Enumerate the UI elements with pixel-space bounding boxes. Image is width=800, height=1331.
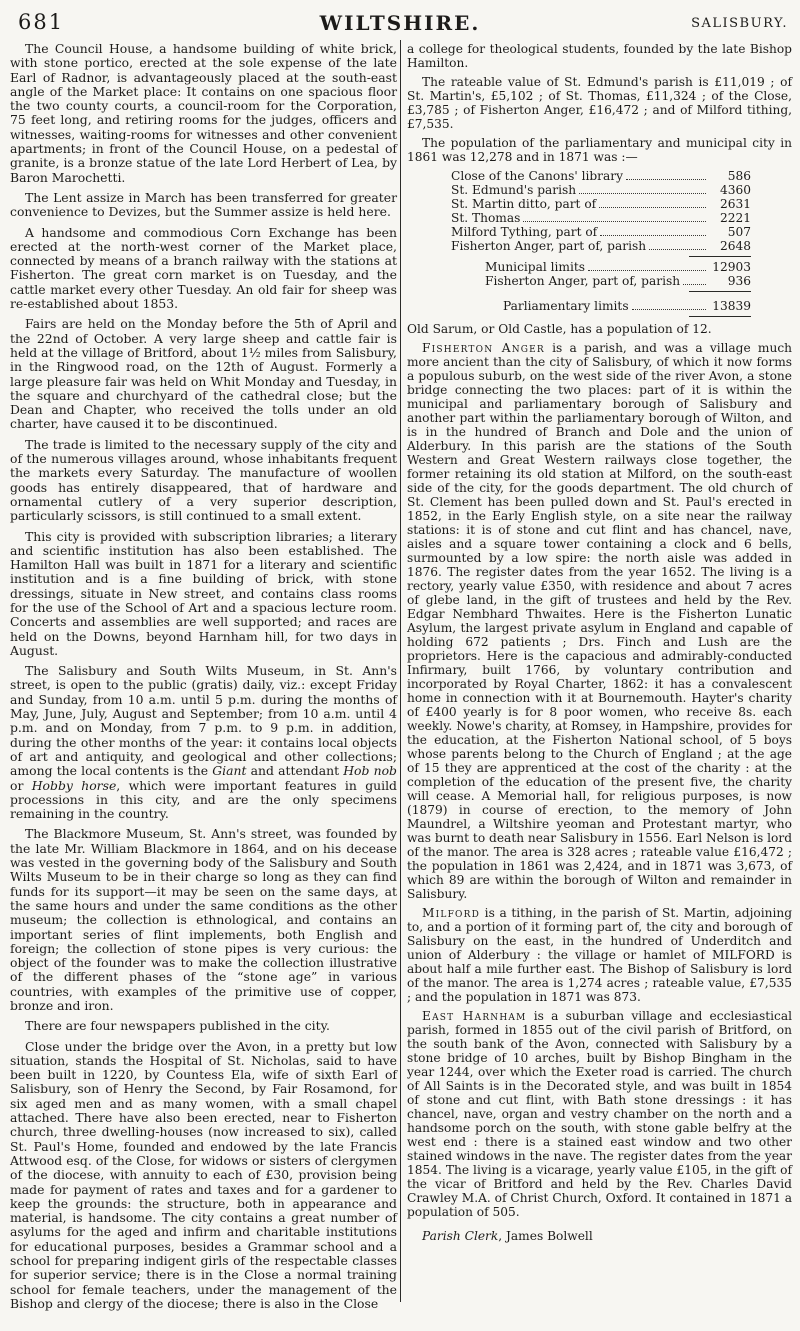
paragraph-newspapers: There are four newspapers published in the city. [25,1018,330,1034]
population-table [451,169,751,317]
section-lead: Milford [422,906,481,920]
dot-leader [523,221,706,222]
section-lead: East Harnham [422,1009,527,1023]
dot-leader [626,179,706,180]
section-body: is a suburban village and ecclesiastical parish, formed in 1855 out of the civil parish of Britford, on the south bank of the Avon, connected with Salisbury by a stone bridge of 10 arches, built by Bishop Bingham in the year 1244, over which the Exeter road is carried. The church of All Saints is in the Decorated style, and was built in 1854 of stone and cut flint, with Bath stone dressings : it has chancel, nave, organ and vestry chamber on the north and a handsome porch on the south, with stone gable belfry at the west end : there is a stained east window and two other stained windows in the nave. The register dates from the year 1854. The living is a vicarage, yearly value £105, in the gift of the vicar of Britford and held by the Rev. Charles David Crawley M.A. of Christ Church, Oxford. It contained in 1871 a population of 505. [407,1009,792,1219]
total-rule [689,256,751,257]
paragraph-blackmore-museum: The Blackmore Museum, St. Ann's street, was founded by the late Mr. William Blackmore in 1864, and on his decease was vested in the governing body of the Salisbury and South Wilts Museum to be in their charge so long as they can find funds for its support—it may be seen on the same days, at the same hours and under the same conditions as the other museum; the collection is ethnological, and contains an important series of flint implements, both English and foreign; the collection of stone pipes is very curious: the object of the founder was to make the collection illustrative of the different phases of the “stone age” in various countries, with examples of the primitive use of copper, bronze and iron. [10,826,397,1013]
section-body: is a tithing, in the parish of St. Martin, adjoining to, and a portion of it forming part of, the city and borough of Salisbury on the east, in the hundred of Underditch and union of Alderbury : the village or hamlet of MILFORD is about half a mile further east. The Bishop of Salisbury is lord of the manor. The area is 1,274 acres ; rateable value, £7,535 ; and the population in 1871 was 873. [407,906,792,1004]
paragraph-corn-exchange: A handsome and commodious Corn Exchange has been erected at the north-west corner of the Market place, connected by means of a branch railway with the stations at Fisherton. The great corn market is on Tuesday, and the cattle market every other Tuesday. An old fair for sheep was re-established about 1853. [10,224,397,312]
dot-leader [683,284,706,285]
total-rule [689,291,751,292]
paragraph-college: a college for theological students, founded by the late Bishop Hamilton. [407,42,792,70]
section-fisherton-anger [407,341,792,901]
table-row: Milford Tything, part of 507 [451,225,751,239]
paragraph-libraries: This city is provided with subscription libraries; a literary and scientific institution has also been established. The Hamilton Hall was built in 1871 for a literary and scientific institution and is a fine building of brick, with stone dressings, situate in New street, and contains class rooms for the use of the School of Art and a spacious lecture room. Concerts and assemblies are well supported; and races are held on the Downs, beyond Harnham hill, for two days in August. [10,528,397,658]
paragraph-trade: The trade is limited to the necessary supply of the city and of the numerous villages around, whose inhabitants frequent the markets every Saturday. The manufacture of woollen goods has entirely disappeared, that of hardware and ornamental cutlery of a very superior description, particularly scissors, is still continued to a small extent. [10,436,397,524]
right-column [407,42,792,1243]
left-column [10,42,397,1317]
paragraph-old-sarum: Old Sarum, or Old Castle, has a population of 12. [407,322,712,336]
parish-clerk-name: , James Bolwell [498,1229,593,1243]
section-milford [407,906,792,1004]
page-number: 681 [18,10,65,34]
paragraph-hospital: Close under the bridge over the Avon, in a pretty but low situation, stands the Hospital of St. Nicholas, said to have been built in 1220, by Countess Ela, wife of sixth Earl of Salisbury, son of Henry the Second, by Fair Rosamond, for six aged men and as many women, with a small chapel attached. There have also been erected, near to Fisherton church, three dwelling-houses (now increased to six), called St. Paul's Home, founded and endowed by the late Francis Attwood esq. of the Close, for widows or sisters of clergymen of the diocese, with annuity to each of £30, provision being made for payment of rates and taxes and for a gardener to keep the grounds: the structure, both in appearance and material, is handsome. The city contains a great number of asylums for the aged and infirm and charitable institutions for educational purposes, besides a Grammar school and a school for preparing indigent girls of the respectable classes for superior service; there is in the Close a normal training school for female teachers, under the management of the Bishop and clergy of the diocese; there is also in the Close [10,1038,397,1311]
table-row-total: Parliamentary limits 13839 [503,299,751,313]
table-row: Fisherton Anger, part of, parish 936 [485,274,751,288]
section-east-harnham [407,1009,792,1219]
dot-leader [579,193,706,194]
museum-text: , which were important features in guild processions in this city, and are the only specimens remaining in the country. [10,777,397,822]
museum-text: The Salisbury and South Wilts Museum, in St. Ann's street, is open to the public (gratis) daily, viz.: except Friday and Sunday, from 10 a.m. until 5 p.m. during the months of May, June, July, August and September; from 10 a.m. until 4 p.m. and on Monday, from 7 p.m. to 9 p.m. in addition, during the other months of the year: it contains local objects of art and antiquity, and geological and other collections; among the local contents is the [10,663,397,779]
total-rule [689,316,751,317]
paragraph-museum [10,664,397,821]
dot-leader [632,309,706,310]
table-row: St. Martin ditto, part of 2631 [451,197,751,211]
table-row-total: Municipal limits 12903 [485,260,751,274]
table-row: St. Edmund's parish 4360 [451,183,751,197]
paragraph-rateable-value: The rateable value of St. Edmund's parish is £11,019 ; of St. Martin's, £5,102 ; of St. Thomas, £11,324 ; of the Close, £3,785 ; of Fisherton Anger, £16,472 ; and of Milford tithing, £7,535. [407,75,792,131]
page-title: WILTSHIRE. [319,11,481,35]
dot-leader [588,270,706,271]
museum-italic-hobnob: Hob nob [343,763,397,779]
museum-italic-hobbyhorse: Hobby horse [31,777,117,793]
parish-clerk-line [407,1229,792,1243]
museum-italic-giant: Giant [212,763,247,779]
parish-clerk-label: Parish Clerk [422,1229,499,1243]
museum-text: or [10,777,32,793]
table-row: St. Thomas 2221 [451,211,751,225]
paragraph-lent-assize: The Lent assize in March has been transferred for greater convenience to Devizes, but the Summer assize is held here. [10,189,397,220]
table-row: Close of the Canons' library 586 [451,169,751,183]
paragraph-council-house: The Council House, a handsome building of white brick, with stone portico, erected at the sole expense of the late Earl of Radnor, is advantageously placed at the south-east angle of the Market place: It contains on one spacious floor the two county courts, a council-room for the Corporation, 75 feet long, and retiring rooms for the judges, officers and witnesses, waiting-rooms for witnesses and other convenient apartments; in front of the Council House, on a pedestal of granite, is a bronze statue of the late Lord Herbert of Lea, by Baron Marochetti. [10,41,397,185]
section-lead: Fisherton Anger [422,341,545,355]
table-row: Fisherton Anger, part of, parish 2648 [451,239,751,253]
paragraph-fairs: Fairs are held on the Monday before the 5th of April and the 22nd of October. A very large sheep and cattle fair is held at the village of Britford, about 1½ miles from Salisbury, in the Ringwood road, on the 12th of August. Formerly a large pleasure fair was held on Whit Monday and Tuesday, in the square and churchyard of the cathedral close; but the Dean and Chapter, who received the tolls under an old charter, have caused it to be discontinued. [10,316,397,432]
section-body: is a parish, and was a village much more ancient than the city of Salisbury, of which it now forms a populous suburb, on the west side of the river Avon, a stone bridge connecting the two places: part of it is within the municipal and parliamentary borough of Salisbury and another part within the parliamentary borough of Wilton, and is in the hundred of Branch and Dole and the union of Alderbury. In this parish are the stations of the South Western and Great Western railways close together, the former retaining its old station at Milford, on the south-east side of the city, for the goods department. The old church of St. Clement has been pulled down and St. Paul's erected in 1852, in the Early English style, on a site near the railway stations: it is of stone and cut flint and has chancel, nave, aisles and a square tower containing a clock and 6 bells, surmounted by a low spire: the north aisle was added in 1876. The register dates from the year 1652. The living is a rectory, yearly value £350, with residence and about 7 acres of glebe land, in the gift of trustees and held by the Rev. Edgar Nembhard Thwaites. Here is the Fisherton Lunatic Asylum, the largest private asylum in England and capable of holding 672 patients ; Drs. Finch and Lush are the proprietors. Here is the capacious and admirably-conducted Infirmary, built 1766, by voluntary contribution and incorporated by Royal Charter, 1862: it has a convalescent home in connection with it at Bournemouth. Hayter's charity of £400 yearly is for 8 poor women, who receive 8s. each weekly. Nowe's charity, at Romsey, in Hampshire, provides for the education, at the Fisherton National school, of 5 boys whose parents belong to the Church of England ; at the age of 15 they are apprenticed at the cost of the charity : at the completion of the education of the present five, the charity will cease. A Memorial hall, for religious purposes, is now (1879) in course of erection, to the memory of John Maundrel, a Wiltshire yeoman and Protestant martyr, who was burnt to death near Salisbury in 1556. Earl Nelson is lord of the manor. The area is 328 acres ; rateable value £16,472 ; the population in 1861 was 2,424, and in 1871 was 3,673, of which 89 are within the borough of Wilton and remainder in Salisbury. [407,341,792,901]
dot-leader [599,207,706,208]
dot-leader [649,249,706,250]
paragraph-population-intro: The population of the parliamentary and municipal city in 1861 was 12,278 and in 1871 was :— [407,136,792,164]
museum-text: and attendant [246,763,344,779]
dot-leader [600,235,706,236]
section-header: SALISBURY. [691,16,788,31]
column-divider-rule [400,40,401,1302]
